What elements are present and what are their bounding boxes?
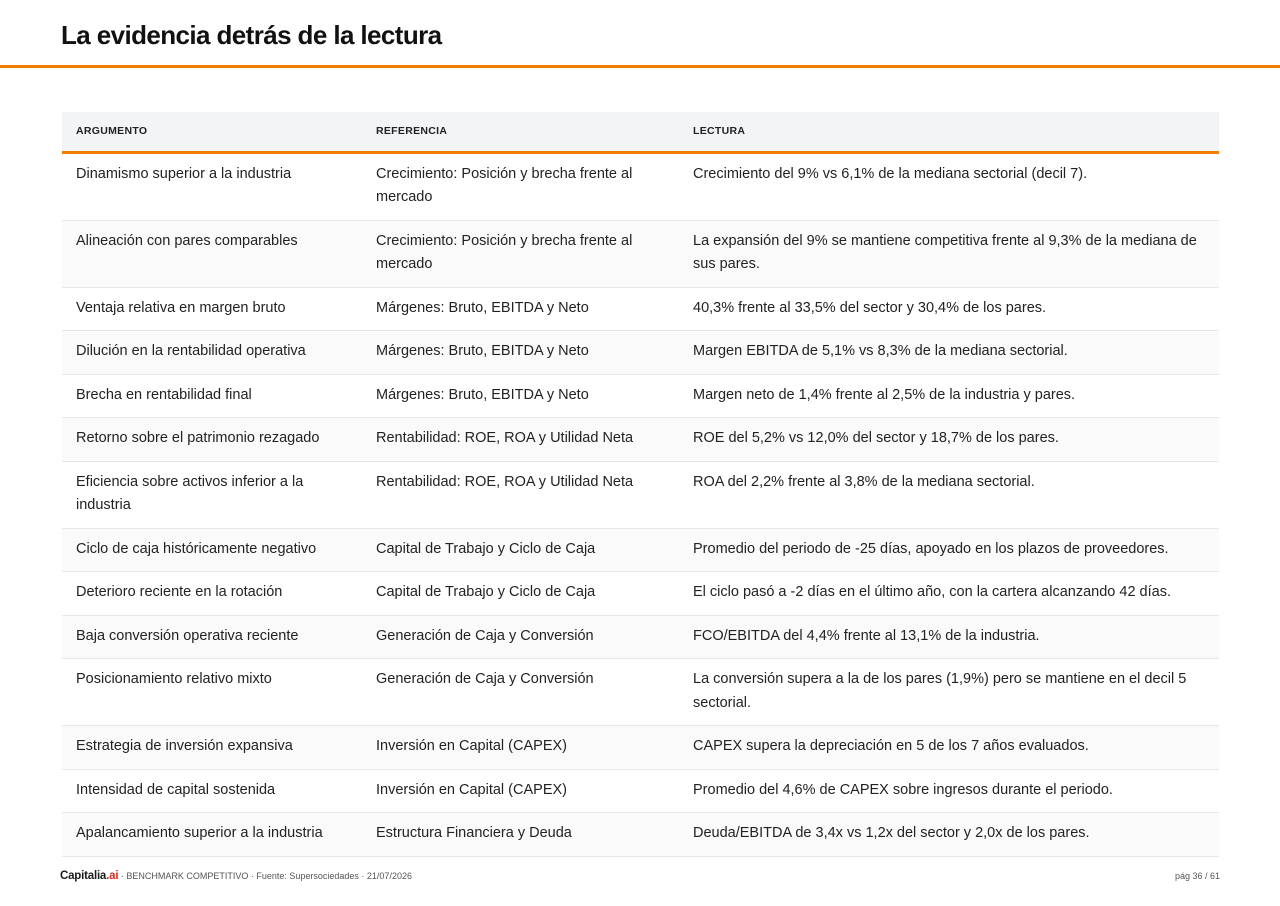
column-header-argumento: ARGUMENTO xyxy=(62,112,362,152)
cell-lectura: ROE del 5,2% vs 12,0% del sector y 18,7% de los pares. xyxy=(679,418,1219,462)
cell-referencia: Estructura Financiera y Deuda xyxy=(362,813,679,857)
cell-referencia: Crecimiento: Posición y brecha frente al mercado xyxy=(362,220,679,287)
cell-lectura: FCO/EBITDA del 4,4% frente al 13,1% de la industria. xyxy=(679,615,1219,659)
cell-referencia: Márgenes: Bruto, EBITDA y Neto xyxy=(362,287,679,331)
cell-lectura: CAPEX supera la depreciación en 5 de los 7 años evaluados. xyxy=(679,726,1219,770)
cell-lectura: Crecimiento del 9% vs 6,1% de la mediana sectorial (decil 7). xyxy=(679,152,1219,220)
cell-argumento: Brecha en rentabilidad final xyxy=(62,374,362,418)
cell-argumento: Dilución en la rentabilidad operativa xyxy=(62,331,362,375)
page-title: La evidencia detrás de la lectura xyxy=(61,20,442,50)
cell-referencia: Generación de Caja y Conversión xyxy=(362,615,679,659)
cell-referencia: Márgenes: Bruto, EBITDA y Neto xyxy=(362,374,679,418)
cell-referencia: Generación de Caja y Conversión xyxy=(362,659,679,726)
cell-argumento: Ciclo de caja históricamente negativo xyxy=(62,528,362,572)
table-body xyxy=(62,152,1219,856)
cell-referencia: Rentabilidad: ROE, ROA y Utilidad Neta xyxy=(362,418,679,462)
cell-referencia: Márgenes: Bruto, EBITDA y Neto xyxy=(362,331,679,375)
table-row xyxy=(62,726,1219,770)
cell-lectura: El ciclo pasó a -2 días en el último año, con la cartera alcanzando 42 días. xyxy=(679,572,1219,616)
table-row xyxy=(62,152,1219,220)
table-header xyxy=(62,112,1219,152)
cell-argumento: Eficiencia sobre activos inferior a la industria xyxy=(62,461,362,528)
cell-referencia: Inversión en Capital (CAPEX) xyxy=(362,769,679,813)
table-row xyxy=(62,769,1219,813)
table-row xyxy=(62,528,1219,572)
table-row xyxy=(62,374,1219,418)
cell-lectura: La conversión supera a la de los pares (1,9%) pero se mantiene en el decil 5 sectorial. xyxy=(679,659,1219,726)
evidence-table xyxy=(62,112,1219,857)
cell-referencia: Inversión en Capital (CAPEX) xyxy=(362,726,679,770)
cell-lectura: Promedio del periodo de -25 días, apoyado en los plazos de proveedores. xyxy=(679,528,1219,572)
cell-referencia: Capital de Trabajo y Ciclo de Caja xyxy=(362,528,679,572)
table-row xyxy=(62,287,1219,331)
cell-argumento: Deterioro reciente en la rotación xyxy=(62,572,362,616)
cell-argumento: Posicionamiento relativo mixto xyxy=(62,659,362,726)
cell-referencia: Rentabilidad: ROE, ROA y Utilidad Neta xyxy=(362,461,679,528)
brand-logo xyxy=(60,870,118,882)
cell-referencia: Capital de Trabajo y Ciclo de Caja xyxy=(362,572,679,616)
column-header-lectura: LECTURA xyxy=(679,112,1219,152)
table-row xyxy=(62,572,1219,616)
cell-lectura: Margen neto de 1,4% frente al 2,5% de la industria y pares. xyxy=(679,374,1219,418)
table-row xyxy=(62,813,1219,857)
page-header xyxy=(0,0,1280,68)
table-row xyxy=(62,220,1219,287)
cell-lectura: Promedio del 4,6% de CAPEX sobre ingresos durante el periodo. xyxy=(679,769,1219,813)
table-header-row xyxy=(62,112,1219,152)
brand-name: Capitalia xyxy=(60,870,107,882)
cell-argumento: Dinamismo superior a la industria xyxy=(62,152,362,220)
cell-referencia: Crecimiento: Posición y brecha frente al mercado xyxy=(362,152,679,220)
table-row xyxy=(62,331,1219,375)
cell-argumento: Intensidad de capital sostenida xyxy=(62,769,362,813)
cell-lectura: 40,3% frente al 33,5% del sector y 30,4% de los pares. xyxy=(679,287,1219,331)
brand-tld: .ai xyxy=(106,870,119,882)
column-header-referencia: REFERENCIA xyxy=(362,112,679,152)
cell-argumento: Retorno sobre el patrimonio rezagado xyxy=(62,418,362,462)
page-footer xyxy=(60,870,1220,884)
cell-argumento: Ventaja relativa en margen bruto xyxy=(62,287,362,331)
cell-lectura: ROA del 2,2% frente al 3,8% de la mediana sectorial. xyxy=(679,461,1219,528)
table-row xyxy=(62,461,1219,528)
footer-left xyxy=(60,870,412,882)
cell-lectura: Margen EBITDA de 5,1% vs 8,3% de la mediana sectorial. xyxy=(679,331,1219,375)
cell-argumento: Baja conversión operativa reciente xyxy=(62,615,362,659)
cell-lectura: La expansión del 9% se mantiene competitiva frente al 9,3% de la mediana de sus pares. xyxy=(679,220,1219,287)
cell-argumento: Alineación con pares comparables xyxy=(62,220,362,287)
cell-argumento: Estrategia de inversión expansiva xyxy=(62,726,362,770)
footer-meta: · BENCHMARK COMPETITIVO · Fuente: Supersociedades · 21/07/2026 xyxy=(120,871,412,881)
page-number: pág 36 / 61 xyxy=(1174,871,1220,881)
table-row xyxy=(62,615,1219,659)
cell-lectura: Deuda/EBITDA de 3,4x vs 1,2x del sector y 2,0x de los pares. xyxy=(679,813,1219,857)
table-row xyxy=(62,418,1219,462)
table-row xyxy=(62,659,1219,726)
cell-argumento: Apalancamiento superior a la industria xyxy=(62,813,362,857)
